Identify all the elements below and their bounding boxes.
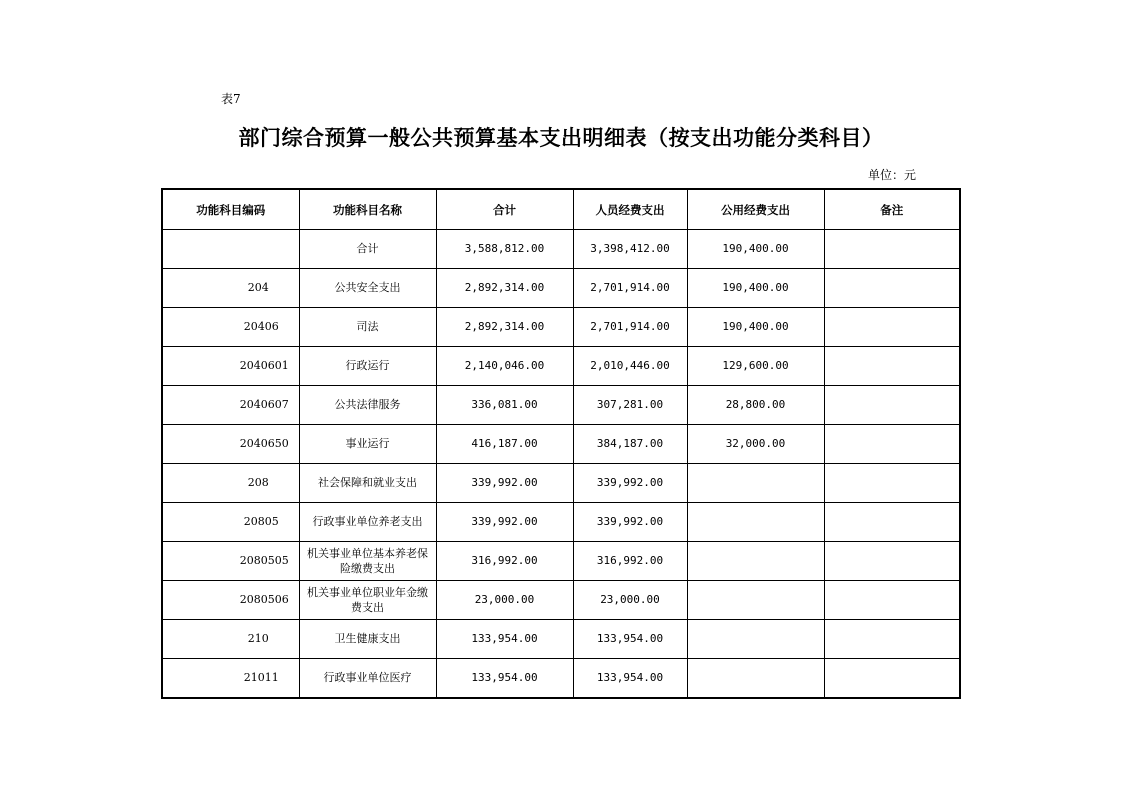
cell-total: 133,954.00: [436, 659, 573, 699]
cell-function-code: 2080506: [162, 581, 299, 620]
cell-public-expense: [687, 503, 824, 542]
cell-function-code: 21011: [162, 659, 299, 699]
cell-function-name: 行政事业单位养老支出: [299, 503, 436, 542]
cell-note: [824, 425, 960, 464]
cell-public-expense: 190,400.00: [687, 230, 824, 269]
cell-function-code: 2040607: [162, 386, 299, 425]
cell-personnel-expense: 307,281.00: [573, 386, 687, 425]
cell-personnel-expense: 3,398,412.00: [573, 230, 687, 269]
cell-function-code: 2080505: [162, 542, 299, 581]
cell-function-code: 2040601: [162, 347, 299, 386]
cell-function-name: 机关事业单位职业年金缴费支出: [299, 581, 436, 620]
cell-note: [824, 659, 960, 699]
cell-personnel-expense: 316,992.00: [573, 542, 687, 581]
cell-function-code: 2040650: [162, 425, 299, 464]
budget-table: [161, 188, 961, 699]
cell-personnel-expense: 339,992.00: [573, 464, 687, 503]
cell-public-expense: [687, 659, 824, 699]
table-row: [162, 308, 960, 347]
cell-public-expense: 190,400.00: [687, 308, 824, 347]
header-total: 合计: [436, 189, 573, 230]
cell-total: 23,000.00: [436, 581, 573, 620]
cell-personnel-expense: 2,701,914.00: [573, 269, 687, 308]
cell-function-name: 行政运行: [299, 347, 436, 386]
cell-personnel-expense: 2,701,914.00: [573, 308, 687, 347]
cell-note: [824, 386, 960, 425]
cell-note: [824, 308, 960, 347]
cell-total: 2,892,314.00: [436, 269, 573, 308]
cell-function-name: 行政事业单位医疗: [299, 659, 436, 699]
cell-public-expense: [687, 581, 824, 620]
table-row: [162, 347, 960, 386]
cell-function-name: 公共安全支出: [299, 269, 436, 308]
cell-total: 316,992.00: [436, 542, 573, 581]
cell-note: [824, 542, 960, 581]
cell-personnel-expense: 133,954.00: [573, 659, 687, 699]
header-function-code: 功能科目编码: [162, 189, 299, 230]
table-row: [162, 503, 960, 542]
cell-total: 336,081.00: [436, 386, 573, 425]
cell-personnel-expense: 339,992.00: [573, 503, 687, 542]
table-body: [162, 230, 960, 699]
cell-function-code: 204: [162, 269, 299, 308]
cell-function-name: 机关事业单位基本养老保险缴费支出: [299, 542, 436, 581]
header-function-name: 功能科目名称: [299, 189, 436, 230]
cell-function-code: [162, 230, 299, 269]
cell-public-expense: 32,000.00: [687, 425, 824, 464]
cell-function-name: 司法: [299, 308, 436, 347]
cell-personnel-expense: 23,000.00: [573, 581, 687, 620]
header-public-expense: 公用经费支出: [687, 189, 824, 230]
cell-total: 416,187.00: [436, 425, 573, 464]
cell-public-expense: [687, 542, 824, 581]
header-personnel-expense: 人员经费支出: [573, 189, 687, 230]
cell-personnel-expense: 2,010,446.00: [573, 347, 687, 386]
cell-total: 2,140,046.00: [436, 347, 573, 386]
cell-function-name: 合计: [299, 230, 436, 269]
cell-note: [824, 347, 960, 386]
cell-note: [824, 464, 960, 503]
table-row: [162, 620, 960, 659]
cell-public-expense: 28,800.00: [687, 386, 824, 425]
cell-public-expense: 190,400.00: [687, 269, 824, 308]
cell-personnel-expense: 384,187.00: [573, 425, 687, 464]
cell-function-name: 社会保障和就业支出: [299, 464, 436, 503]
cell-note: [824, 269, 960, 308]
cell-total: 133,954.00: [436, 620, 573, 659]
cell-note: [824, 230, 960, 269]
cell-total: 3,588,812.00: [436, 230, 573, 269]
cell-note: [824, 581, 960, 620]
table-header-row: [162, 189, 960, 230]
cell-public-expense: [687, 464, 824, 503]
cell-public-expense: 129,600.00: [687, 347, 824, 386]
header-note: 备注: [824, 189, 960, 230]
cell-note: [824, 503, 960, 542]
cell-function-code: 20406: [162, 308, 299, 347]
cell-function-name: 卫生健康支出: [299, 620, 436, 659]
cell-function-code: 20805: [162, 503, 299, 542]
cell-function-name: 事业运行: [299, 425, 436, 464]
cell-function-code: 210: [162, 620, 299, 659]
table-row: [162, 230, 960, 269]
cell-public-expense: [687, 620, 824, 659]
cell-note: [824, 620, 960, 659]
page-title: 部门综合预算一般公共预算基本支出明细表（按支出功能分类科目）: [238, 125, 884, 150]
cell-total: 339,992.00: [436, 503, 573, 542]
table-number-label: 表7: [221, 92, 241, 106]
cell-total: 339,992.00: [436, 464, 573, 503]
cell-function-code: 208: [162, 464, 299, 503]
cell-function-name: 公共法律服务: [299, 386, 436, 425]
table-row: [162, 425, 960, 464]
table-row: [162, 386, 960, 425]
unit-label: 单位：元: [868, 168, 917, 182]
table-row: [162, 269, 960, 308]
cell-total: 2,892,314.00: [436, 308, 573, 347]
table-row: [162, 659, 960, 699]
table-row: [162, 581, 960, 620]
cell-personnel-expense: 133,954.00: [573, 620, 687, 659]
table-row: [162, 464, 960, 503]
table-row: [162, 542, 960, 581]
